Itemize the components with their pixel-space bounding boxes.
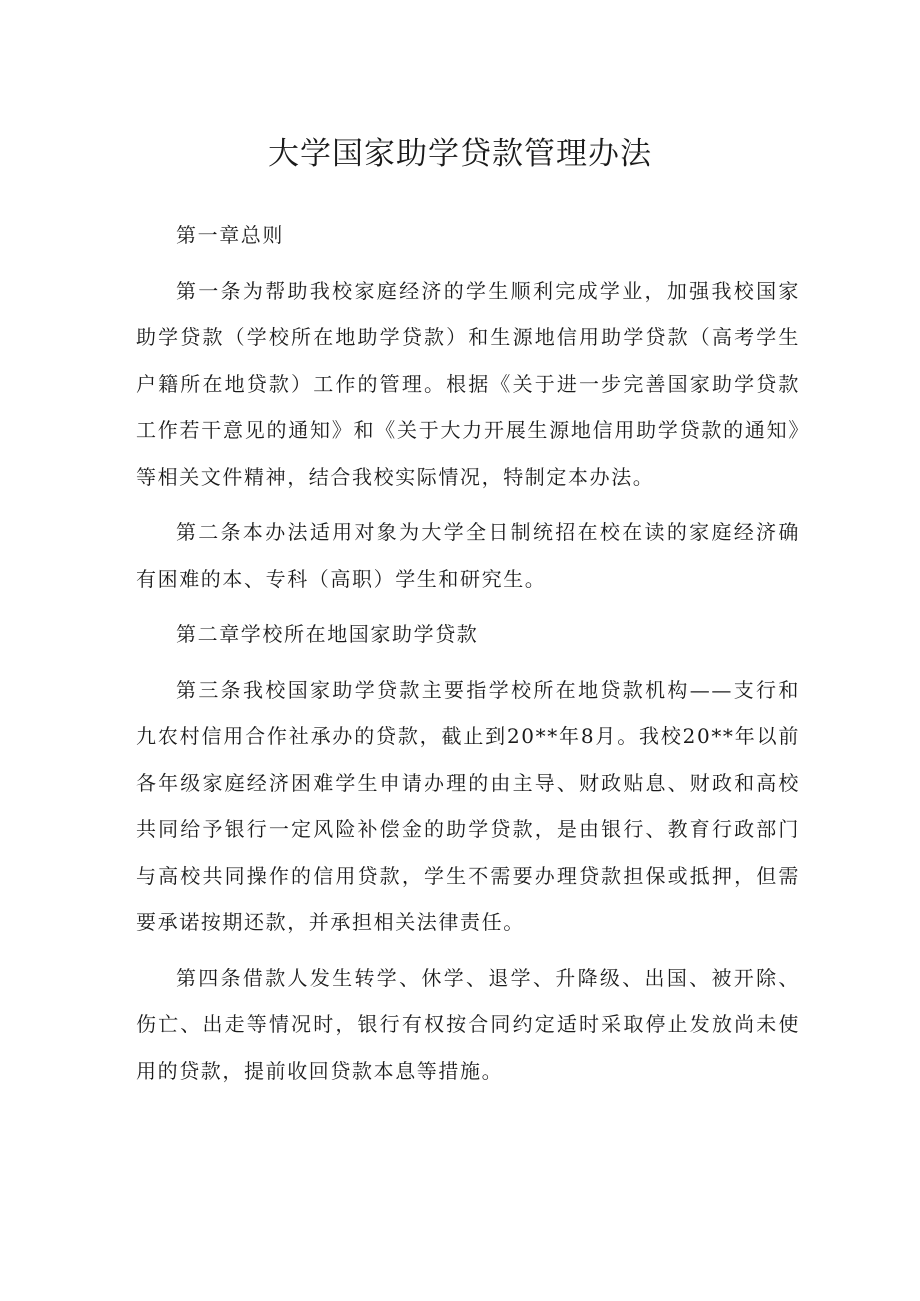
article-1-paragraph: 第一条为帮助我校家庭经济的学生顺利完成学业，加强我校国家助学贷款（学校所在地助学贷款）和生源地信用助学贷款（高考学生户籍所在地贷款）工作的管理。根据《关于进一步完善国家助学贷款工作若干意见的通知》和《关于大力开展生源地信用助学贷款的通知》等相关文件精神，结合我校实际情况，特制定本办法。 — [136, 278, 800, 489]
article-4-paragraph: 第四条借款人发生转学、休学、退学、升降级、出国、被开除、伤亡、出走等情况时，银行有权按合同约定适时采取停止发放尚未使用的贷款，提前收回贷款本息等措施。 — [136, 965, 800, 1083]
document-title: 大学国家助学贷款管理办法 — [268, 136, 652, 172]
document-body — [136, 212, 800, 1094]
chapter-2-heading: 第二章学校所在地国家助学贷款 — [176, 622, 479, 646]
article-3-paragraph: 第三条我校国家助学贷款主要指学校所在地贷款机构——支行和九农村信用合作社承办的贷款，截止到20**年8月。我校20**年以前各年级家庭经济困难学生申请办理的由主导、财政贴息、财政和高校共同给予银行一定风险补偿金的助学贷款，是由银行、教育行政部门与高校共同操作的信用贷款，学生不需要办理贷款担保或抵押，但需要承诺按期还款，并承担相关法律责任。 — [136, 677, 800, 934]
chapter-1-heading: 第一章总则 — [176, 223, 284, 247]
article-2-paragraph: 第二条本办法适用对象为大学全日制统招在校在读的家庭经济确有困难的本、专科（高职）学生和研究生。 — [136, 520, 800, 591]
